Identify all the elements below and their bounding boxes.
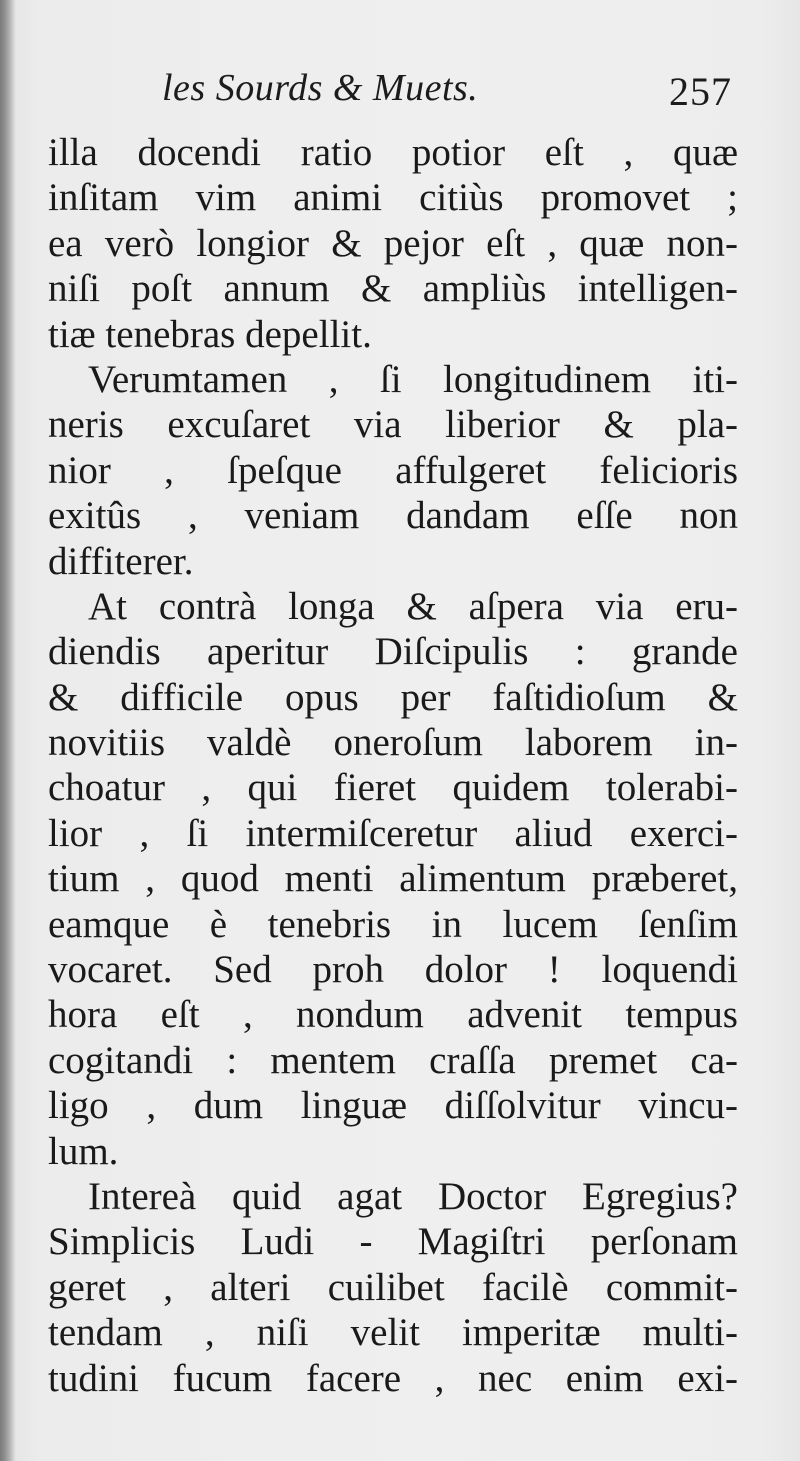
- text-line: exitûs , veniam dandam eſſe non: [48, 494, 738, 538]
- text-line: neris excuſaret via liberior & pla-: [48, 403, 738, 447]
- running-head-title: les Sourds & Muets.: [162, 67, 479, 109]
- body-text: [48, 130, 738, 1401]
- gutter-shadow: [0, 0, 16, 1461]
- text-line: tudini fucum facere , nec enim exi-: [48, 1356, 738, 1400]
- text-line: ligo , dum linguæ diſſolvitur vincu-: [48, 1084, 738, 1128]
- text-line: lum.: [48, 1129, 119, 1173]
- text-line: At contrà longa & aſpera via eru-: [88, 584, 738, 628]
- text-line: eamque è tenebris in lucem ſenſim: [48, 902, 738, 946]
- text-line: tium , quod menti alimentum præberet,: [48, 857, 738, 901]
- text-line: choatur , qui fieret quidem tolerabi-: [48, 766, 738, 810]
- text-line: cogitandi : mentem craſſa premet ca-: [48, 1038, 738, 1082]
- text-line: nior , ſpeſque affulgeret felicioris: [48, 448, 738, 492]
- text-line: Intereà quid agat Doctor Egregius?: [88, 1174, 738, 1218]
- paragraph-1: [48, 130, 738, 357]
- text-line: diffiterer.: [48, 539, 194, 583]
- paragraph-3: [48, 584, 738, 1174]
- text-line: tendam , niſi velit imperitæ multi-: [48, 1311, 738, 1355]
- text-line: tiæ tenebras depellit.: [48, 312, 372, 356]
- text-line: illa docendi ratio potior eſt , quæ: [48, 131, 738, 174]
- paragraph-2: [48, 357, 738, 584]
- page-number: 257: [669, 69, 732, 114]
- text-line: Simplicis Ludi - Magiſtri perſonam: [48, 1220, 738, 1264]
- text-line: geret , alteri cuilibet facilè commit-: [48, 1265, 738, 1309]
- text-line: inſitam vim animi citiùs promovet ;: [48, 176, 738, 220]
- text-line: novitiis valdè oneroſum laborem in-: [48, 721, 738, 765]
- text-line: & difficile opus per faſtidioſum &: [48, 675, 738, 719]
- running-head: [48, 62, 738, 112]
- text-line: niſi poſt annum & ampliùs intelligen-: [48, 267, 738, 311]
- text-line: hora eſt , nondum advenit tempus: [48, 993, 738, 1037]
- text-line: diendis aperitur Diſcipulis : grande: [48, 630, 738, 674]
- text-line: ea verò longior & pejor eſt , quæ non-: [48, 221, 738, 265]
- text-line: lior , ſi intermiſceretur aliud exerci-: [48, 811, 738, 855]
- text-line: Verumtamen , ſi longitudinem iti-: [88, 357, 738, 401]
- paragraph-4: [48, 1174, 738, 1401]
- text-line: vocaret. Sed proh dolor ! loquendi: [48, 948, 738, 992]
